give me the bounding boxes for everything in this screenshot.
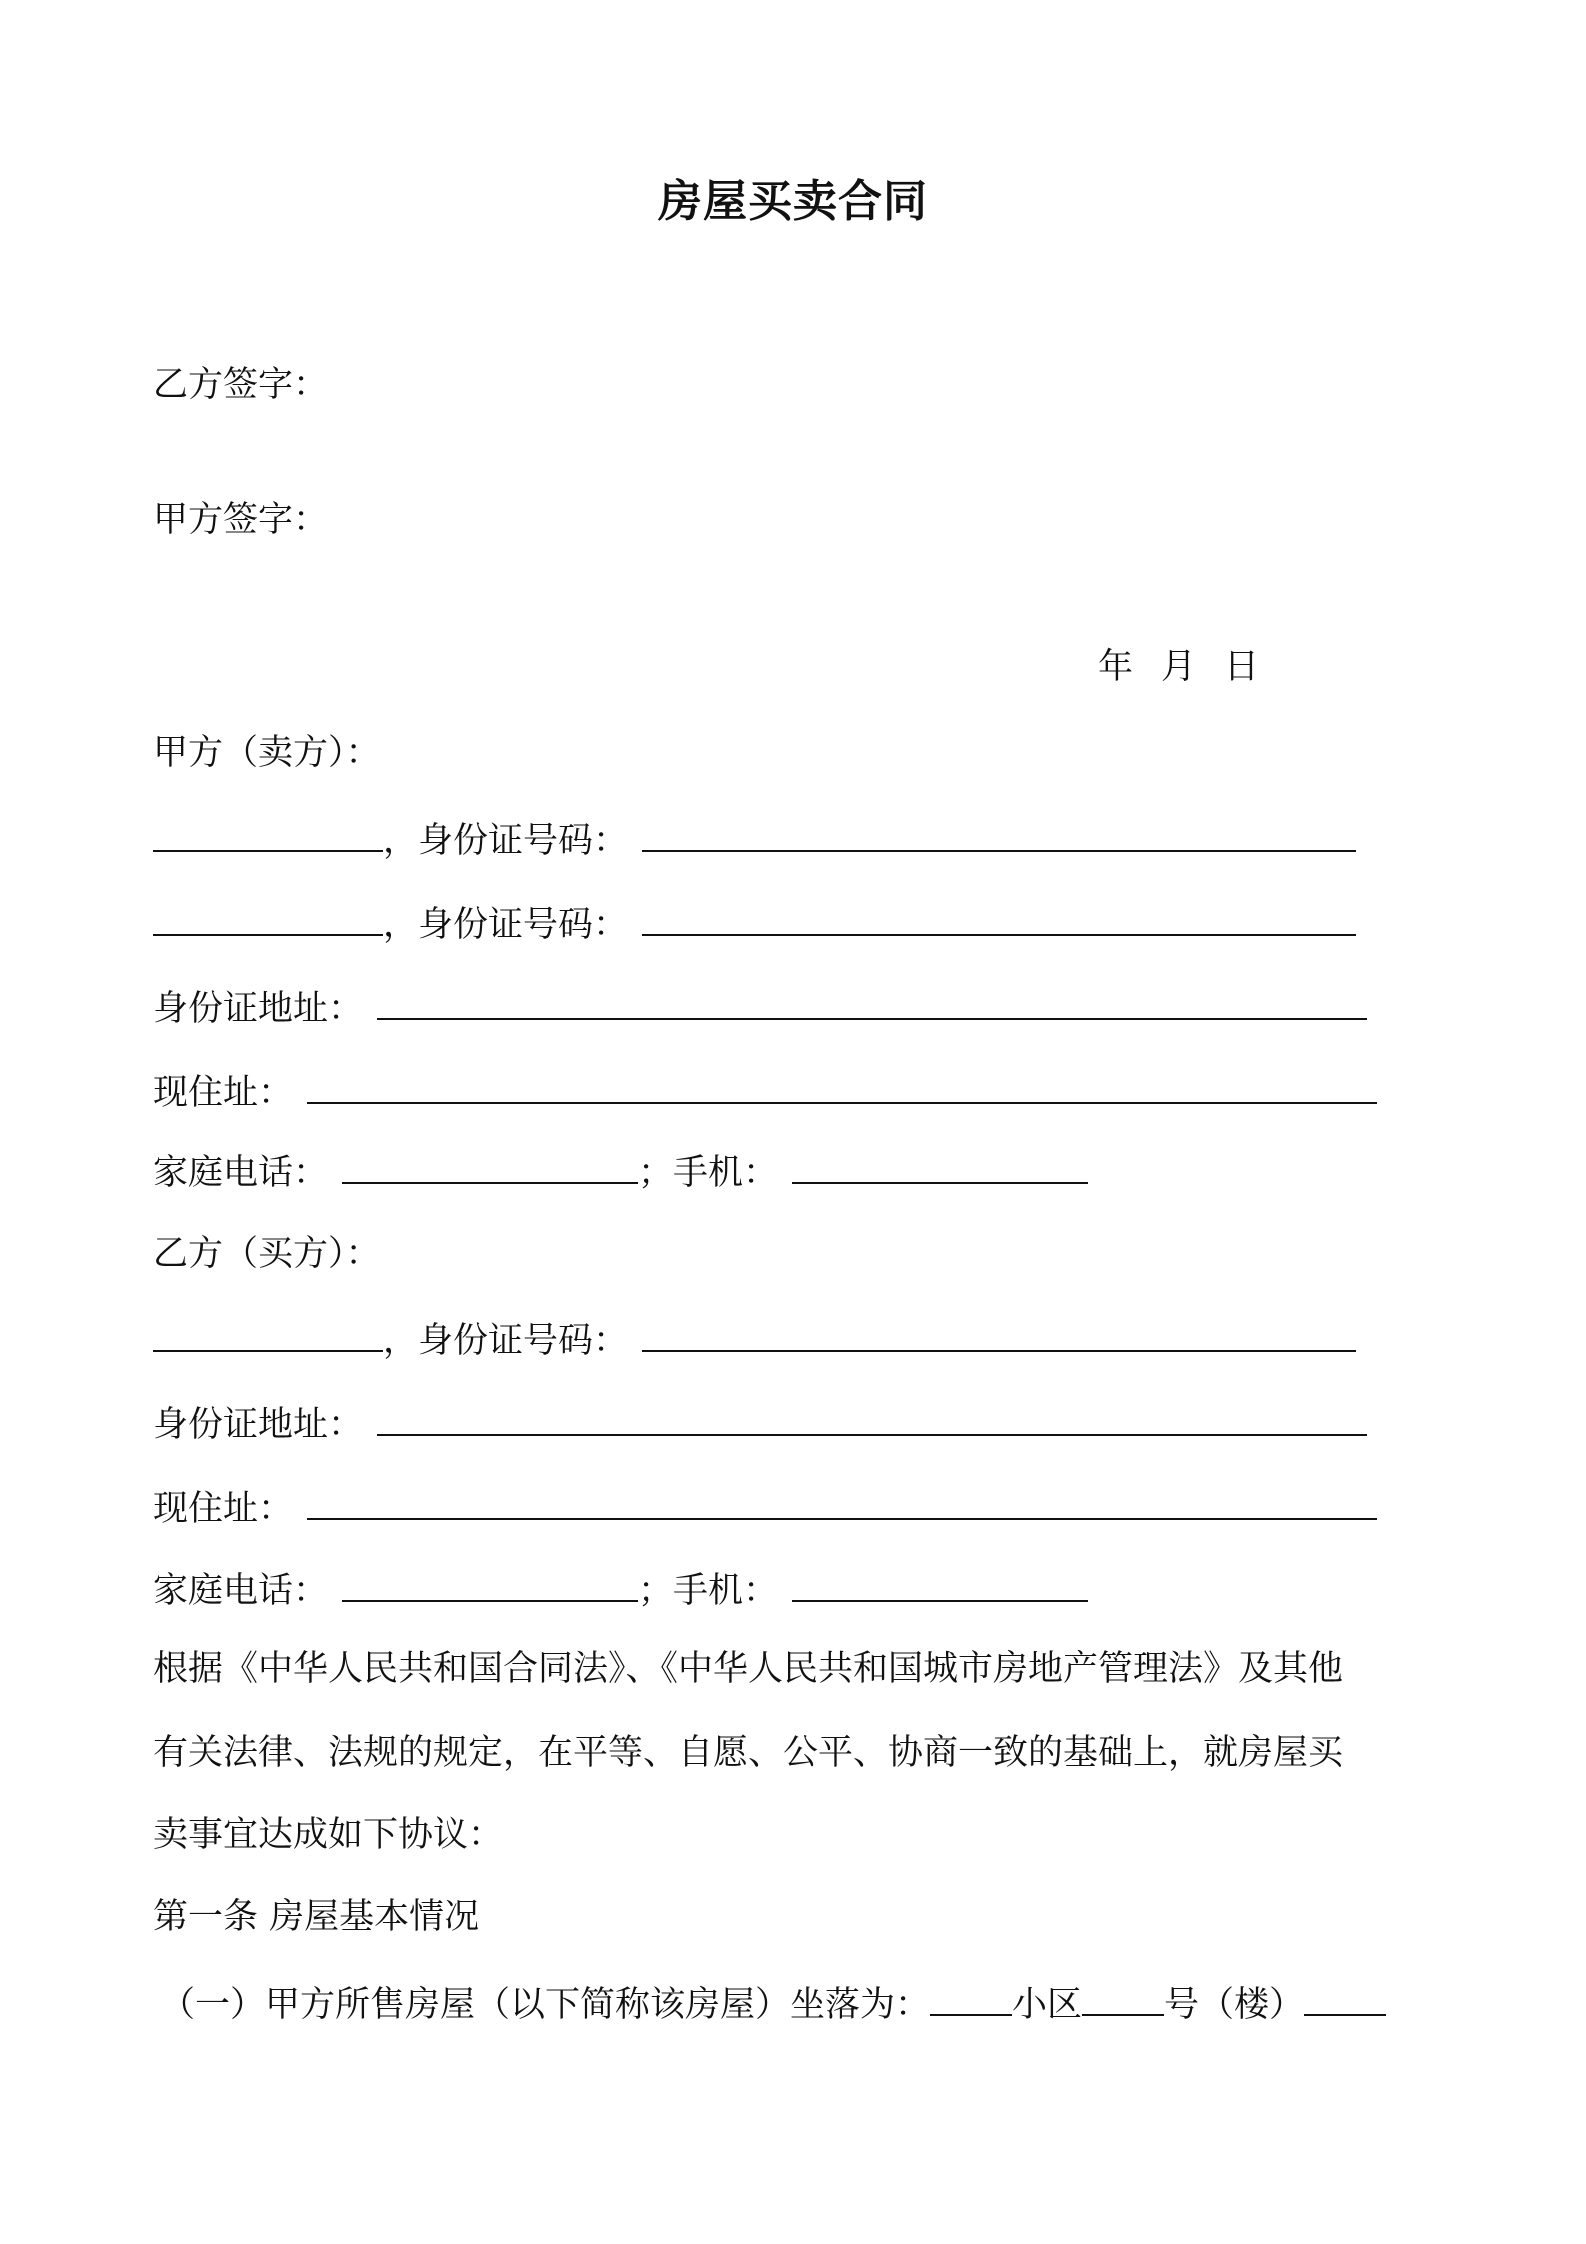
party-a-id-address-label: 身份证地址： [153,989,364,1029]
party-b-signature-label: 乙方签字： [153,365,329,405]
clause-1-number-label: 号（楼） [1164,1985,1305,2025]
party-b-current-address-field[interactable] [307,1480,1377,1520]
party-b-id-label: ，身份证号码： [383,1321,629,1361]
date-year: 年 [1098,647,1134,687]
party-a-home-phone-field[interactable] [342,1144,638,1184]
party-a-name-1-field[interactable] [153,812,383,852]
party-b-mobile-field[interactable] [792,1562,1088,1602]
document-title: 房屋买卖合同 [658,176,928,227]
party-a-home-phone-label: 家庭电话： [153,1153,329,1193]
date-month: 月 [1161,647,1197,687]
party-a-signature-label: 甲方签字： [153,500,329,540]
party-a-id-address-field[interactable] [377,980,1367,1020]
party-a-heading: 甲方（卖方）： [153,733,381,773]
party-b-name-field[interactable] [153,1312,383,1352]
signing-date [1098,642,1259,692]
preamble-line-2: 有关法律、法规的规定，在平等、自愿、公平、协商一致的基础上，就房屋买 [153,1733,1344,1773]
party-b-current-address [153,1480,1377,1534]
party-a-phone [153,1144,1088,1198]
clause-1-prefix: （一）甲方所售房屋（以下简称该房屋）坐落为： [160,1985,931,2025]
party-b-phone [153,1562,1088,1616]
party-a-id-2-field[interactable] [642,896,1356,936]
party-b-home-phone-label: 家庭电话： [153,1571,329,1611]
party-b-id-address [153,1396,1367,1450]
party-b-home-phone-field[interactable] [342,1562,638,1602]
party-a-person-2 [153,896,1356,950]
party-a-person-1 [153,812,1356,866]
party-b-signature [153,360,328,410]
party-b-id-field[interactable] [642,1312,1356,1352]
preamble-line-3: 卖事宜达成如下协议： [153,1815,504,1855]
party-a-current-address [153,1064,1377,1118]
party-a-mobile-label: ；手机： [638,1153,779,1193]
party-a-name-2-field[interactable] [153,896,383,936]
clause-1-number-field[interactable] [1082,1976,1164,2016]
party-a-id-label-2: ，身份证号码： [383,905,629,945]
party-a-signature [153,495,328,545]
party-a-id-address [153,980,1367,1034]
clause-1-building-field[interactable] [1304,1976,1386,2016]
party-a-id-label-1: ，身份证号码： [383,821,629,861]
party-b-id-address-field[interactable] [377,1396,1367,1436]
party-a-current-address-field[interactable] [307,1064,1377,1104]
article-1-heading: 第一条 房屋基本情况 [153,1897,480,1937]
party-b-id-address-label: 身份证地址： [153,1405,364,1445]
party-a-id-1-field[interactable] [642,812,1356,852]
party-a-current-address-label: 现住址： [153,1073,294,1113]
party-b-heading: 乙方（买方）： [153,1234,381,1274]
party-b-current-address-label: 现住址： [153,1489,294,1529]
party-b-mobile-label: ；手机： [638,1571,779,1611]
party-b-person-1 [153,1312,1356,1366]
party-a-mobile-field[interactable] [792,1144,1088,1184]
date-day: 日 [1224,647,1260,687]
clause-1-community-field[interactable] [930,1976,1012,2016]
clause-1-community-label: 小区 [1012,1985,1083,2025]
preamble-line-1: 根据《中华人民共和国合同法》、《中华人民共和国城市房地产管理法》及其他 [153,1649,1344,1689]
article-1-clause-1 [160,1976,1386,2030]
